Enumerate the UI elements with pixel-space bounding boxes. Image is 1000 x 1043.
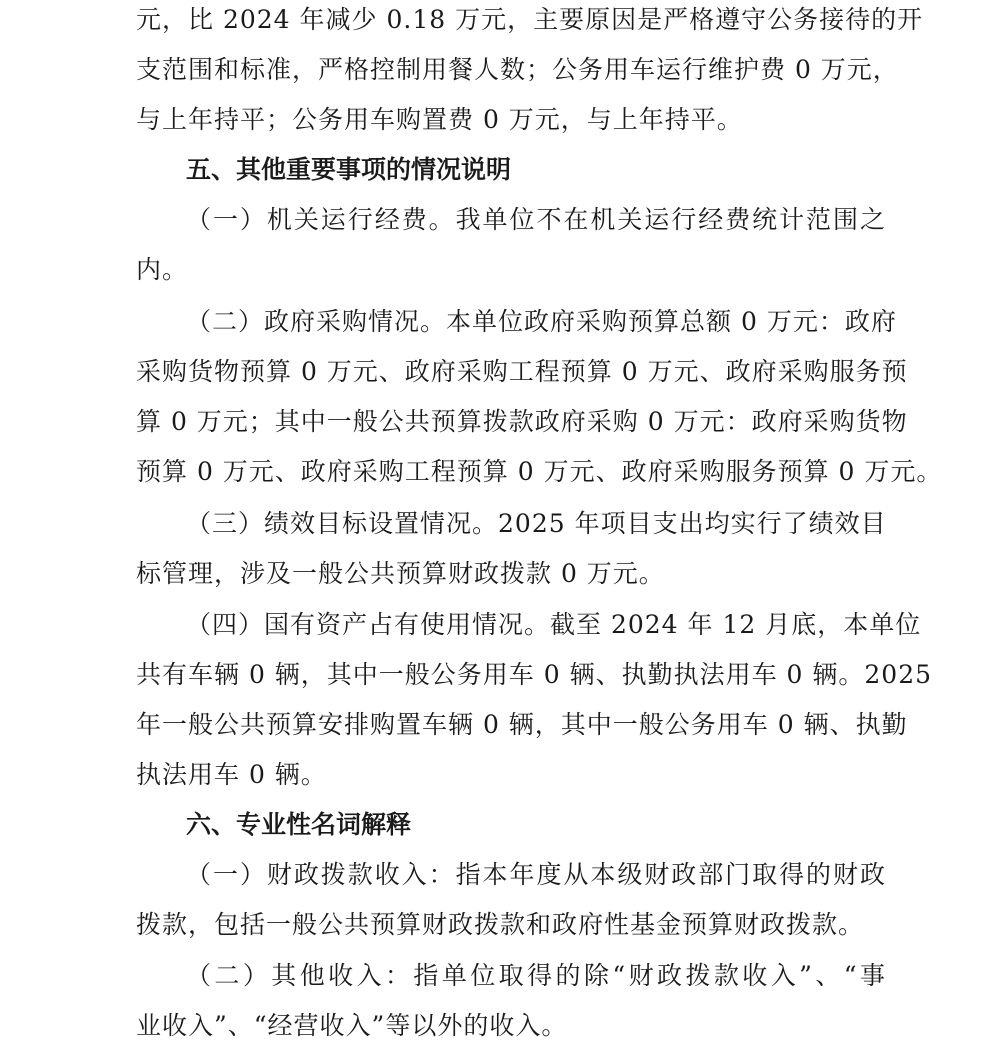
body-line: 与上年持平；公务用车购置费 0 万元，与上年持平。 [136, 105, 743, 134]
item-text: 指单位取得的除“财政拨款收入”、“事 [413, 961, 886, 990]
body-line: 年一般公共预算安排购置车辆 0 辆，其中一般公务用车 0 辆、执勤 [136, 710, 908, 739]
paragraph-first-line [186, 961, 886, 991]
body-line: 拨款，包括一般公共预算财政拨款和政府性基金预算财政拨款。 [136, 910, 865, 939]
item-label: （四）国有资产占有使用情况。 [186, 610, 551, 639]
body-line: 采购货物预算 0 万元、政府采购工程预算 0 万元、政府采购服务预 [136, 357, 908, 386]
paragraph-first-line [186, 610, 922, 640]
body-line: 算 0 万元；其中一般公共预算拨款政府采购 0 万元：政府采购货物 [136, 407, 908, 436]
item-label: （二）其他收入： [186, 961, 414, 990]
item-text: 我单位不在机关运行经费统计范围之 [455, 205, 886, 234]
body-line: 内。 [136, 255, 189, 284]
item-label: （二）政府采购情况。 [186, 307, 447, 336]
paragraph-first-line [186, 307, 897, 337]
item-text: 截至 2024 年 12 月底，本单位 [550, 610, 922, 639]
body-line: 执法用车 0 辆。 [136, 760, 327, 789]
item-label: （三）绩效目标设置情况。 [186, 509, 499, 538]
paragraph-first-line [186, 509, 886, 539]
item-text: 2025 年项目支出均实行了绩效目 [498, 509, 887, 538]
section-heading-5: 五、其他重要事项的情况说明 [186, 155, 512, 184]
body-line: 共有车辆 0 辆，其中一般公务用车 0 辆、执勤执法用车 0 辆。2025 [136, 660, 933, 689]
body-line: 元，比 2024 年减少 0.18 万元，主要原因是严格遵守公务接待的开 [136, 5, 924, 34]
item-text: 指本年度从本级财政部门取得的财政 [455, 860, 886, 889]
paragraph-first-line [186, 205, 886, 235]
item-text: 本单位政府采购预算总额 0 万元：政府 [446, 307, 897, 336]
body-line: 业收入”、“经营收入”等以外的收入。 [136, 1011, 568, 1040]
body-line: 标管理，涉及一般公共预算财政拨款 0 万元。 [136, 559, 665, 588]
item-label: （一）机关运行经费。 [186, 205, 456, 234]
body-line: 预算 0 万元、政府采购工程预算 0 万元、政府采购服务预算 0 万元。 [136, 457, 943, 486]
section-heading-6: 六、专业性名词解释 [186, 810, 412, 839]
body-line: 支范围和标准，严格控制用餐人数；公务用车运行维护费 0 万元， [136, 55, 899, 84]
item-label: （一）财政拨款收入： [186, 860, 456, 889]
paragraph-first-line [186, 860, 886, 890]
